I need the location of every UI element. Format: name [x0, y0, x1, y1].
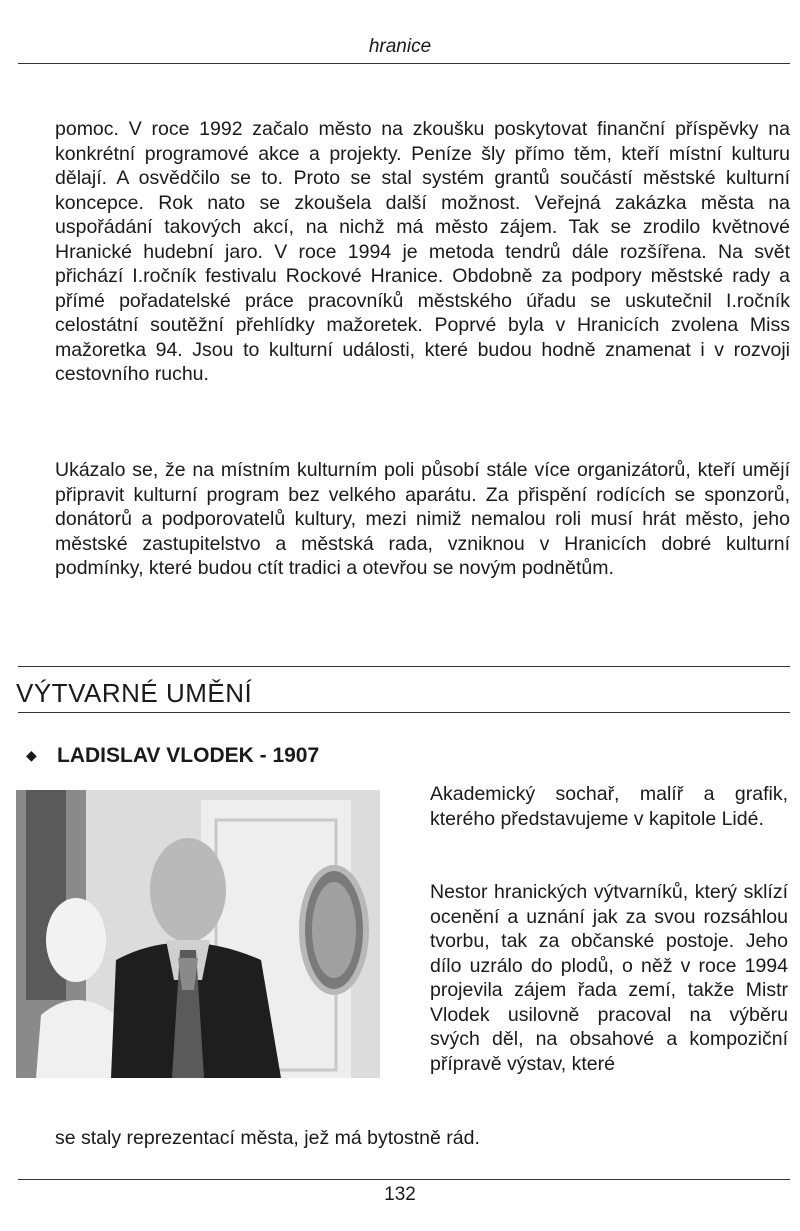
- artist-portrait-photo: [16, 790, 380, 1078]
- section-divider-top: [18, 666, 790, 667]
- diamond-bullet-icon: ◆: [26, 747, 37, 763]
- page-number: 132: [384, 1184, 416, 1205]
- header-divider: [18, 63, 790, 64]
- artist-bio-tail: se staly reprezentací města, jež má bytostně rád.: [55, 1127, 480, 1149]
- section-divider-bottom: [18, 712, 790, 713]
- artist-heading: LADISLAV VLODEK - 1907: [57, 744, 320, 767]
- artist-bio-paragraph: Nestor hranických výtvarníků, který sklízí ocenění a uznání jak za svou rozsáhlou tvorbu, tak za občanské postoje. Jeho dílo uzrálo do plodů, o něž v roce 1994 projevila zájem řada zemí, takže Mistr Vlodek usilovně pracoval na výběru svých děl, na obsahové a kompoziční přípravě výstav, které: [430, 881, 788, 1075]
- artist-intro-paragraph: Akademický sochař, malíř a grafik, kterého představujeme v kapitole Lidé.: [430, 783, 788, 830]
- body-paragraph-2: Ukázalo se, že na místním kulturním poli působí stále více organizátorů, kteří umějí připravit kulturní program bez velkého aparátu. Za přispění rodících se sponzorů, donátorů a podporovatelů kultury, mezi nimiž nemalou roli musí hrát město, jeho městské zastupitelstvo a městská rada, vzniknou v Hranicích dobré kulturní podmínky, které budou ctít tradici a otevřou se novým podnětům.: [55, 459, 790, 579]
- body-paragraph-1: pomoc. V roce 1992 začalo město na zkoušku poskytovat finanční příspěvky na konkrétní programové akce a projekty. Peníze šly přímo těm, kteří místní kulturu dělají. A osvědčilo se to. Proto se stal systém grantů součástí městské kulturní koncepce. Rok nato se zkoušela další možnost. Veřejná zakázka města na uspořádání takových akcí, na nichž má město zájem. Tak se zrodilo květnové Hranické hudební jaro. V roce 1994 je metoda tendrů dále rozšířena. Na svět přichází I.ročník festivalu Rockové Hranice. Obdobně za podpory městské rady a přímé pořadatelské práce pracovníků městského úřadu se uskutečnil I.ročník celostátní soutěžní přehlídky mažoretek. Poprvé byla v Hranicích zvolena Miss mažoretka 94. Jsou to kulturní události, které budou hodně znamenat i v rozvoji cestovního ruchu.: [55, 118, 790, 385]
- section-title: VÝTVARNÉ UMĚNÍ: [16, 678, 253, 708]
- running-header: hranice: [368, 36, 432, 57]
- footer-divider: [18, 1179, 790, 1180]
